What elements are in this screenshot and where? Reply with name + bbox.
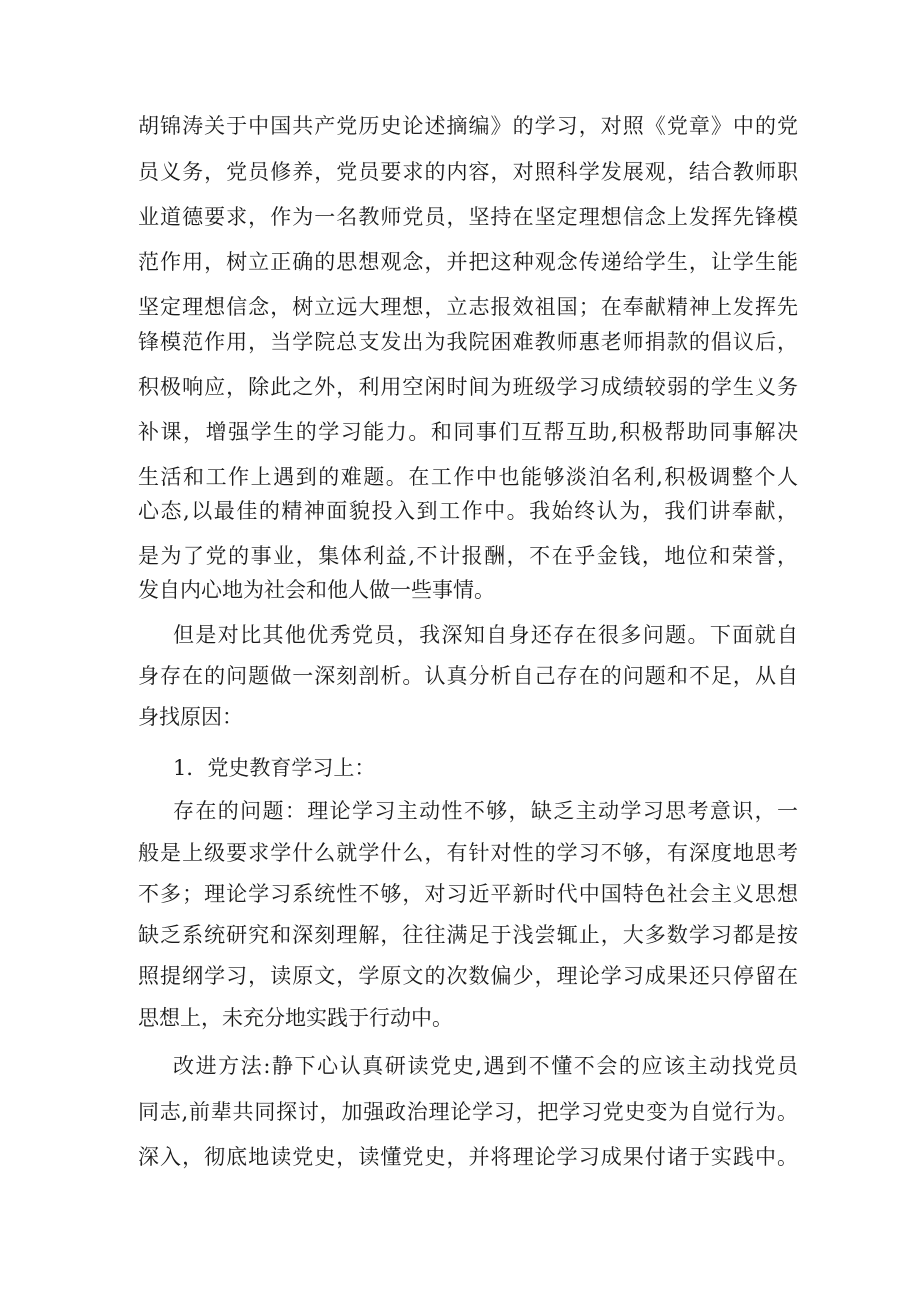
paragraph-1-line-12: 发自内心地为社会和他人做一些事情。 — [138, 578, 495, 602]
paragraph-1-line-6: 锋模范作用，当学院总支发出为我院困难教师惠老师捐款的倡议后， — [138, 330, 798, 354]
paragraph-3-line-1: 存在的问题：理论学习主动性不够，缺乏主动学习思考意识，一 — [173, 799, 798, 823]
paragraph-1-line-8: 补课，增强学生的学习能力。和同事们互帮互助,积极帮助同事解决 — [138, 420, 798, 444]
paragraph-1-line-11: 是为了党的事业，集体利益,不计报酬，不在乎金钱，地位和荣誉， — [138, 544, 798, 568]
paragraph-1-line-7: 积极响应，除此之外，利用空闲时间为班级学习成绩较弱的学生义务 — [138, 375, 798, 399]
paragraph-1-line-3: 业道德要求，作为一名教师党员，坚持在坚定理想信念上发挥先锋模 — [138, 205, 798, 229]
paragraph-1-line-9: 生活和工作上遇到的难题。在工作中也能够淡泊名利,积极调整个人 — [138, 465, 798, 489]
section-heading-1: 1．党史教育学习上： — [173, 756, 376, 780]
paragraph-4-line-2: 同志,前辈共同探讨，加强政治理论学习，把学习党史变为自觉行为。 — [138, 1100, 798, 1124]
paragraph-1-line-10: 心态,以最佳的精神面貌投入到工作中。我始终认为，我们讲奉献， — [138, 499, 798, 523]
paragraph-4-line-3: 深入，彻底地读党史，读懂党史，并将理论学习成果付诸于实践中。 — [138, 1145, 798, 1169]
paragraph-2-line-1: 但是对比其他优秀党员，我深知自身还存在很多问题。下面就自 — [173, 623, 798, 647]
paragraph-3-line-4: 缺乏系统研究和深刻理解，往往满足于浅尝辄止，大多数学习都是按 — [138, 923, 798, 947]
paragraph-3-line-5: 照提纲学习，读原文，学原文的次数偏少，理论学习成果还只停留在 — [138, 964, 798, 988]
paragraph-3-line-2: 般是上级要求学什么就学什么，有针对性的学习不够，有深度地思考 — [138, 841, 798, 865]
paragraph-2-line-3: 身找原因： — [138, 705, 243, 729]
paragraph-1-line-1: 胡锦涛关于中国共产党历史论述摘编》的学习，对照《党章》中的党 — [138, 114, 798, 138]
paragraph-1-line-4: 范作用，树立正确的思想观念，并把这种观念传递给学生，让学生能 — [138, 250, 798, 274]
paragraph-3-line-3: 不多；理论学习系统性不够，对习近平新时代中国特色社会主义思想 — [138, 882, 798, 906]
paragraph-2-line-2: 身存在的问题做一深刻剖析。认真分析自己存在的问题和不足，从自 — [138, 664, 798, 688]
paragraph-4-line-1: 改进方法:静下心认真研读党史,遇到不懂不会的应该主动找党员 — [173, 1054, 798, 1078]
paragraph-3-line-6: 思想上，未充分地实践于行动中。 — [138, 1006, 453, 1030]
paragraph-1-line-5: 坚定理想信念，树立远大理想，立志报效祖国；在奉献精神上发挥先 — [138, 295, 798, 319]
paragraph-1-line-2: 员义务，党员修养，党员要求的内容，对照科学发展观，结合教师职 — [138, 160, 798, 184]
